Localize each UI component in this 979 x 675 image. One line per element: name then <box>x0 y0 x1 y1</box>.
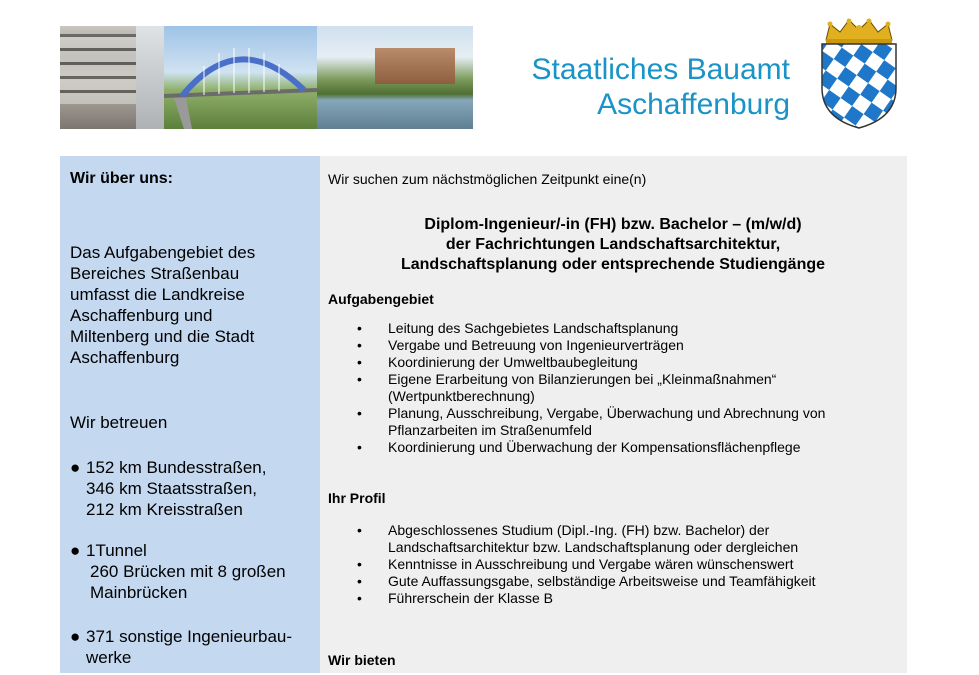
list-item: • Führerschein der Klasse B <box>338 590 898 607</box>
profile-list <box>338 522 898 607</box>
job-title: Diplom-Ingenieur/-in (FH) bzw. Bachelor – (m/w/d) der Fachrichtungen Landschaftsarchitektur, Landschaftsplanung oder entsprechende Studiengänge <box>400 216 826 273</box>
organization-name <box>490 52 790 122</box>
office-building-photo <box>60 26 164 129</box>
list-item: ● 152 km Bundesstraßen, 346 km Staatsstraßen, 212 km Kreisstraßen <box>70 458 267 519</box>
bullet-icon: ● <box>70 541 81 560</box>
castle-river-photo <box>317 26 473 129</box>
list-item: • Koordinierung der Umweltbaubegleitung <box>338 354 898 371</box>
section-heading-profil: Ihr Profil <box>328 490 386 506</box>
list-item: ● 371 sonstige Ingenieurbau- werke <box>70 627 293 667</box>
task-list <box>338 320 898 456</box>
section-heading-aufgabengebiet: Aufgabengebiet <box>328 291 434 307</box>
list-item: ● 1Tunnel 260 Brücken mit 8 großen Mainbrücken <box>70 541 286 602</box>
intro-text: Wir suchen zum nächstmöglichen Zeitpunkt eine(n) <box>328 171 647 187</box>
sidebar-betreuen-label: Wir betreuen <box>70 413 168 432</box>
list-item: • Eigene Erarbeitung von Bilanzierungen bei „Kleinmaßnahmen“ (Wertpunktberechnung) <box>338 371 898 405</box>
list-item: • Gute Auffassungsgabe, selbständige Arbeitsweise und Teamfähigkeit <box>338 573 898 590</box>
list-item: • Kenntnisse in Ausschreibung und Vergabe wären wünschenswert <box>338 556 898 573</box>
list-item: • Abgeschlossenes Studium (Dipl.-Ing. (FH) bzw. Bachelor) der Landschaftsarchitektur bzw. Landschaftsplanung oder dergleichen <box>338 522 898 556</box>
bridge-arch-icon <box>164 26 317 129</box>
org-name-line2: Aschaffenburg <box>597 88 790 121</box>
sidebar-intro-text: Das Aufgabengebiet des Bereiches Straßenbau umfasst die Landkreise Aschaffenburg und Miltenberg und die Stadt Aschaffenburg <box>70 243 256 367</box>
bullet-icon: ● <box>70 458 81 477</box>
list-item: • Vergabe und Betreuung von Ingenieurverträgen <box>338 337 898 354</box>
sidebar-heading: Wir über uns: <box>70 170 173 187</box>
arch-bridge-photo <box>164 26 317 129</box>
section-heading-wir-bieten: Wir bieten <box>328 652 396 668</box>
bullet-icon: ● <box>70 627 81 646</box>
header-photo-strip <box>60 26 473 129</box>
list-item: • Planung, Ausschreibung, Vergabe, Überwachung und Abrechnung von Pflanzarbeiten im Straßenumfeld <box>338 405 898 439</box>
list-item: • Leitung des Sachgebietes Landschaftsplanung <box>338 320 898 337</box>
org-name-line1: Staatliches Bauamt <box>531 53 790 86</box>
list-item: • Koordinierung und Überwachung der Kompensationsflächenpflege <box>338 439 898 456</box>
bavarian-coat-of-arms-icon <box>816 18 902 130</box>
